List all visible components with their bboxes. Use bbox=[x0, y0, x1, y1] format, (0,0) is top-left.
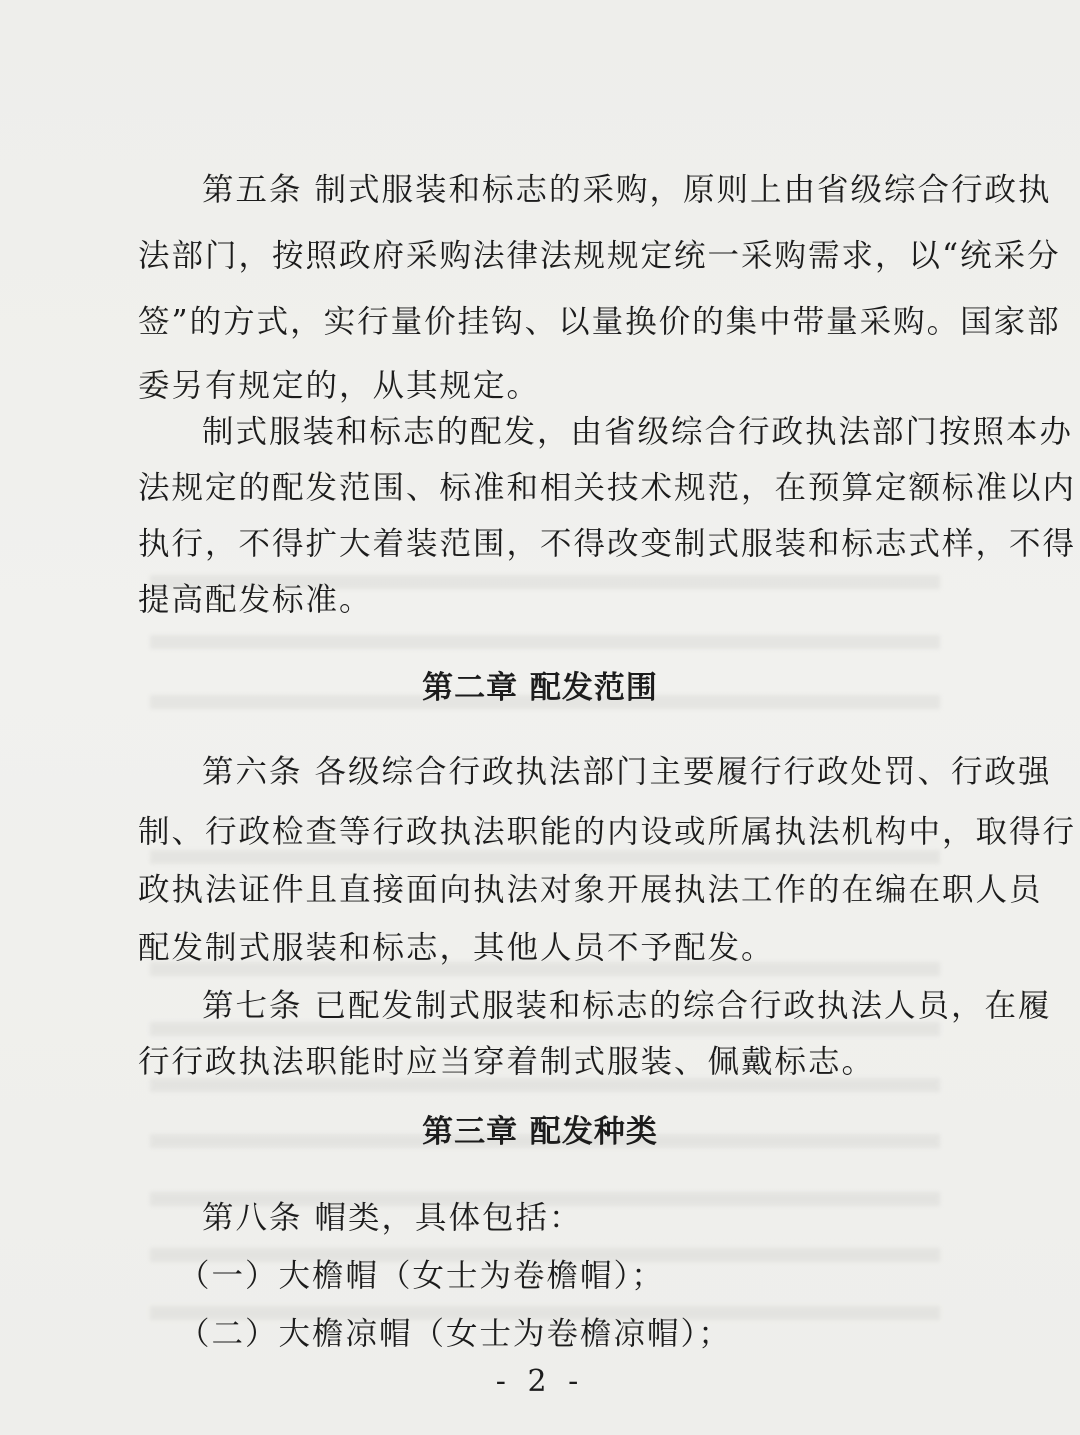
article-6-line-4: 配发制式服装和标志，其他人员不予配发。 bbox=[138, 930, 775, 966]
article-5-paragraph-2-line-3: 执行，不得扩大着装范围，不得改变制式服装和标志式样，不得 bbox=[138, 526, 1077, 562]
chapter-2-heading: 第二章 配发范围 bbox=[422, 670, 658, 706]
page-number: - 2 - bbox=[495, 1364, 585, 1399]
article-7-line-1: 第七条 已配发制式服装和标志的综合行政执法人员，在履 bbox=[202, 988, 1052, 1024]
article-5-line-3: 签”的方式，实行量价挂钩、以量换价的集中带量采购。国家部 bbox=[138, 304, 1061, 340]
article-6-line-3: 政执法证件且直接面向执法对象开展执法工作的在编在职人员 bbox=[138, 872, 1043, 908]
article-5-line-2: 法部门，按照政府采购法律法规规定统一采购需求，以“统采分 bbox=[138, 238, 1061, 274]
article-8-line-1: 第八条 帽类，具体包括： bbox=[202, 1200, 583, 1236]
bleed-through-mark bbox=[150, 635, 940, 649]
article-5-paragraph-2-line-1: 制式服装和标志的配发，由省级综合行政执法部门按照本办 bbox=[202, 414, 1074, 450]
article-8-item-2: （二）大檐凉帽（女士为卷檐凉帽）； bbox=[178, 1316, 732, 1352]
bleed-through-mark bbox=[150, 850, 940, 864]
article-6-line-2: 制、行政检查等行政执法职能的内设或所属执法机构中，取得行 bbox=[138, 814, 1077, 850]
article-5-line-4: 委另有规定的，从其规定。 bbox=[138, 368, 541, 404]
article-5-line-1: 第五条 制式服装和标志的采购，原则上由省级综合行政执 bbox=[202, 172, 1052, 208]
article-5-paragraph-2-line-2: 法规定的配发范围、标准和相关技术规范，在预算定额标准以内 bbox=[138, 470, 1077, 506]
article-6-line-1: 第六条 各级综合行政执法部门主要履行行政处罚、行政强 bbox=[202, 754, 1052, 790]
article-8-item-1: （一）大檐帽（女士为卷檐帽）； bbox=[178, 1258, 665, 1294]
chapter-3-heading: 第三章 配发种类 bbox=[422, 1114, 658, 1150]
article-5-paragraph-2-line-4: 提高配发标准。 bbox=[138, 582, 373, 618]
article-7-line-2: 行行政执法职能时应当穿着制式服装、佩戴标志。 bbox=[138, 1044, 876, 1080]
